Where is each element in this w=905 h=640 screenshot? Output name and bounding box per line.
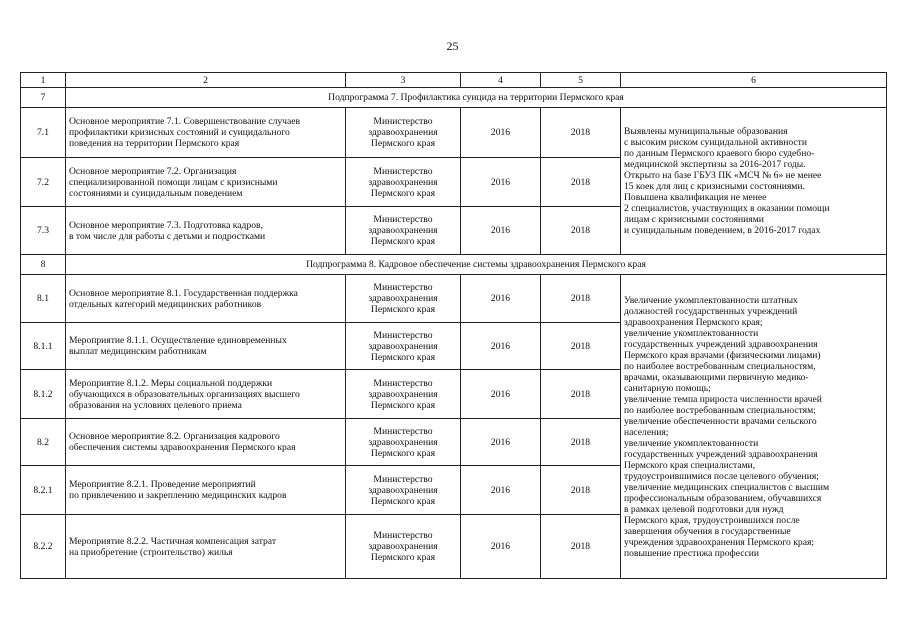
description-line: поведения на территории Пермского края bbox=[69, 138, 240, 149]
executor-line: здравоохранения bbox=[368, 340, 438, 352]
end-year: 2018 bbox=[541, 419, 621, 466]
executor-line: Пермского края bbox=[370, 399, 436, 411]
subprogram-number: 8 bbox=[21, 255, 66, 275]
result-line: Открыто на базе ГБУЗ ПК «МСЧ № 6» не менее bbox=[624, 170, 822, 181]
executor-line: Министерство bbox=[373, 165, 433, 177]
result-line: здравоохранения Пермского края; bbox=[624, 316, 763, 328]
result-line: трудоустроившимися после целевого обучения; bbox=[624, 470, 819, 482]
start-year: 2016 bbox=[461, 515, 541, 579]
item-description bbox=[66, 158, 346, 207]
executor-line: здравоохранения bbox=[368, 484, 438, 496]
responsible-executor bbox=[346, 419, 461, 466]
item-description bbox=[66, 108, 346, 158]
end-year: 2018 bbox=[541, 466, 621, 515]
executor-line: здравоохранения bbox=[368, 436, 438, 448]
executor-line: здравоохранения bbox=[368, 225, 438, 236]
executor-line: здравоохранения bbox=[368, 176, 438, 188]
expected-result bbox=[621, 275, 887, 579]
description-line: профилактики кризисных состояний и суицидального bbox=[69, 127, 290, 138]
description-line: образования на условиях целевого приема bbox=[69, 399, 242, 411]
item-number: 8.2 bbox=[21, 419, 66, 466]
result-line: учреждения здравоохранения Пермского края; bbox=[624, 536, 815, 548]
description-line: Основное мероприятие 7.1. Совершенствование случаев bbox=[69, 116, 301, 127]
result-line: с высоким риском суицидальной активности bbox=[624, 137, 807, 148]
description-line: Мероприятие 8.2.2. Частичная компенсация затрат bbox=[69, 535, 277, 547]
result-line: должностей государственных учреждений bbox=[624, 305, 798, 317]
executor-line: Министерство bbox=[373, 425, 433, 437]
table-row bbox=[21, 275, 887, 323]
result-line: увеличение укомплектованности bbox=[624, 437, 759, 449]
result-line: государственных учреждений здравоохранения bbox=[624, 338, 818, 350]
start-year: 2016 bbox=[461, 275, 541, 323]
item-number: 7.3 bbox=[21, 207, 66, 255]
end-year: 2018 bbox=[541, 370, 621, 419]
result-line: Пермского края, трудоустроившихся после bbox=[624, 514, 800, 526]
executor-line: здравоохранения bbox=[368, 127, 438, 138]
start-year: 2016 bbox=[461, 323, 541, 370]
responsible-executor bbox=[346, 108, 461, 158]
item-description bbox=[66, 370, 346, 419]
header-cell-5: 5 bbox=[541, 73, 621, 88]
result-line: санитарную помощь; bbox=[624, 382, 711, 394]
item-number: 8.1 bbox=[21, 275, 66, 323]
item-number: 8.1.2 bbox=[21, 370, 66, 419]
executor-line: Министерство bbox=[373, 530, 433, 541]
responsible-executor bbox=[346, 323, 461, 370]
item-description bbox=[66, 419, 346, 466]
header-cell-2: 2 bbox=[66, 73, 346, 88]
description-line: обучающихся в образовательных организациях высшего bbox=[69, 388, 300, 400]
executor-line: Пермского края bbox=[370, 138, 436, 149]
executor-line: Пермского края bbox=[370, 552, 436, 563]
start-year: 2016 bbox=[461, 466, 541, 515]
header-cell-4: 4 bbox=[461, 73, 541, 88]
program-table bbox=[20, 72, 887, 579]
executor-line: Пермского края bbox=[370, 187, 436, 199]
result-line: увеличение обеспеченности врачами сельского bbox=[624, 415, 817, 427]
description-line: состояниями и суицидальным поведением bbox=[69, 187, 243, 199]
page-number: 25 bbox=[446, 39, 459, 53]
end-year: 2018 bbox=[541, 515, 621, 579]
responsible-executor bbox=[346, 275, 461, 323]
start-year: 2016 bbox=[461, 207, 541, 255]
start-year: 2016 bbox=[461, 419, 541, 466]
header-cell-6: 6 bbox=[621, 73, 887, 88]
subprogram-number: 7 bbox=[21, 88, 66, 108]
result-line: Повышена квалификация не менее bbox=[624, 192, 767, 203]
end-year: 2018 bbox=[541, 108, 621, 158]
item-number: 8.1.1 bbox=[21, 323, 66, 370]
result-line: увеличение медицинских специалистов с высшим bbox=[624, 481, 830, 493]
result-line: врачами, оказывающими первичную медико- bbox=[624, 371, 809, 383]
item-description bbox=[66, 323, 346, 370]
header-cell-1: 1 bbox=[21, 73, 66, 88]
description-line: Основное мероприятие 7.2. Организация bbox=[69, 165, 237, 177]
result-line: государственных учреждений здравоохранения bbox=[624, 448, 818, 460]
header-cell-3: 3 bbox=[346, 73, 461, 88]
responsible-executor bbox=[346, 466, 461, 515]
description-line: Мероприятие 8.2.1. Проведение мероприятий bbox=[69, 479, 256, 490]
table-row bbox=[21, 108, 887, 158]
result-line: по наиболее востребованным специальностям, bbox=[624, 360, 816, 372]
executor-line: Министерство bbox=[373, 116, 433, 127]
description-line: специализированной помощи лицам с кризисными bbox=[69, 176, 278, 188]
item-description bbox=[66, 515, 346, 579]
responsible-executor bbox=[346, 515, 461, 579]
result-line: лицам с кризисными состояниями bbox=[624, 214, 764, 225]
executor-line: здравоохранения bbox=[368, 541, 438, 552]
executor-line: здравоохранения bbox=[368, 293, 438, 304]
result-line: по наиболее востребованным специальностям; bbox=[624, 404, 816, 416]
result-line: 2 специалистов, участвующих в оказании помощи bbox=[624, 203, 830, 214]
executor-line: Пермского края bbox=[370, 236, 436, 247]
description-line: по привлечению и закреплению медицинских кадров bbox=[69, 490, 287, 501]
description-line: в том числе для работы с детьми и подростками bbox=[69, 230, 266, 242]
item-number: 8.2.1 bbox=[21, 466, 66, 515]
description-line: Мероприятие 8.1.1. Осуществление единовременных bbox=[69, 335, 287, 346]
executor-line: Министерство bbox=[373, 329, 433, 341]
item-number: 7.2 bbox=[21, 158, 66, 207]
item-number: 7.1 bbox=[21, 108, 66, 158]
item-description bbox=[66, 275, 346, 323]
item-number: 8.2.2 bbox=[21, 515, 66, 579]
result-line: населения; bbox=[624, 426, 669, 438]
responsible-executor bbox=[346, 370, 461, 419]
executor-line: Пермского края bbox=[370, 351, 436, 363]
subprogram-title: Подпрограмма 8. Кадровое обеспечение системы здравоохранения Пермского края bbox=[66, 255, 887, 275]
result-line: профессиональным образованием, обучавшихся bbox=[624, 492, 822, 504]
description-line: Основное мероприятие 8.2. Организация кадрового bbox=[69, 431, 280, 442]
expected-result bbox=[621, 108, 887, 255]
executor-line: здравоохранения bbox=[368, 388, 438, 400]
item-description bbox=[66, 207, 346, 255]
executor-line: Пермского края bbox=[370, 495, 436, 507]
header-row bbox=[21, 73, 887, 88]
result-line: в рамках целевой подготовки для нужд bbox=[624, 503, 784, 515]
start-year: 2016 bbox=[461, 108, 541, 158]
subprogram-row bbox=[21, 88, 887, 108]
result-line: по данным Пермского краевого бюро судебно- bbox=[624, 148, 815, 159]
end-year: 2018 bbox=[541, 323, 621, 370]
description-line: Мероприятие 8.1.2. Меры социальной поддержки bbox=[69, 377, 273, 389]
result-line: 15 коек для лиц с кризисными состояниями. bbox=[624, 181, 805, 192]
description-line: отдельных категорий медицинских работников bbox=[69, 298, 262, 310]
end-year: 2018 bbox=[541, 275, 621, 323]
responsible-executor bbox=[346, 207, 461, 255]
result-line: медицинской экспертизы за 2016-2017 годы. bbox=[624, 159, 806, 170]
description-line: обеспечения системы здравоохранения Пермского края bbox=[69, 442, 296, 453]
result-line: и суицидальным поведением, в 2016-2017 годах bbox=[624, 225, 821, 236]
executor-line: Министерство bbox=[373, 377, 433, 389]
executor-line: Министерство bbox=[373, 473, 433, 485]
result-line: завершения обучения в государственные bbox=[624, 525, 791, 537]
end-year: 2018 bbox=[541, 207, 621, 255]
subprogram-title: Подпрограмма 7. Профилактика суицида на территории Пермского края bbox=[66, 88, 887, 108]
executor-line: Министерство bbox=[373, 214, 433, 225]
result-line: увеличение темпа прироста численности врачей bbox=[624, 393, 822, 405]
item-description bbox=[66, 466, 346, 515]
end-year: 2018 bbox=[541, 158, 621, 207]
result-line: увеличение укомплектованности bbox=[624, 327, 759, 339]
executor-line: Пермского края bbox=[370, 304, 436, 315]
description-line: Основное мероприятие 7.3. Подготовка кадров, bbox=[69, 219, 263, 231]
responsible-executor bbox=[346, 158, 461, 207]
executor-line: Пермского края bbox=[370, 447, 436, 459]
description-line: Основное мероприятие 8.1. Государственная поддержка bbox=[69, 287, 298, 299]
subprogram-row bbox=[21, 255, 887, 275]
start-year: 2016 bbox=[461, 158, 541, 207]
executor-line: Министерство bbox=[373, 282, 433, 293]
result-line: Увеличение укомплектованности штатных bbox=[624, 294, 798, 306]
result-line: Пермского края врачами (физическими лицами) bbox=[624, 349, 821, 361]
result-line: повышение престижа профессии bbox=[624, 547, 760, 559]
start-year: 2016 bbox=[461, 370, 541, 419]
description-line: на приобретение (строительство) жилья bbox=[69, 546, 233, 558]
result-line: Выявлены муниципальные образования bbox=[624, 126, 788, 137]
result-line: Пермского края специалистами, bbox=[624, 459, 756, 471]
description-line: выплат медицинским работникам bbox=[69, 346, 207, 357]
